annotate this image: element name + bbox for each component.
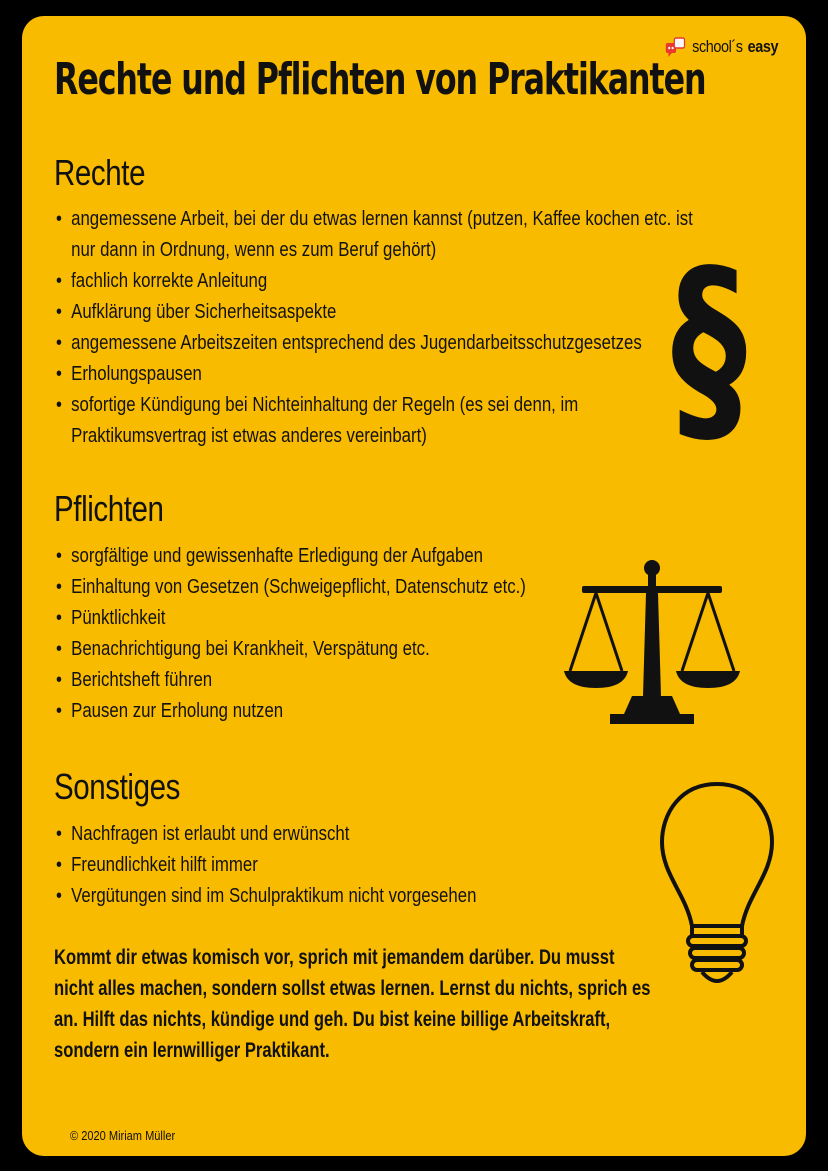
paragraph-sign-icon [644, 225, 774, 470]
list-rechte [56, 204, 694, 452]
list-item: • Berichtsheft führen [56, 665, 627, 696]
list-item: • Nachfragen ist erlaubt und erwünscht [56, 819, 627, 850]
list-item: • fachlich korrekte Anleitung [56, 266, 694, 297]
list-pflichten [56, 541, 627, 727]
list-item: • Aufklärung über Sicherheitsaspekte [56, 297, 694, 328]
copyright-notice: © 2020 Miriam Müller [70, 1128, 176, 1143]
brand-name-easy: easy [747, 37, 778, 56]
heading-rechte: Rechte [54, 152, 146, 193]
list-item: • Benachrichtigung bei Krankheit, Verspätung etc. [56, 634, 627, 665]
brand-name-school: school´s [692, 37, 743, 56]
page-title: Rechte und Pflichten von Praktikanten [54, 54, 706, 105]
heading-pflichten: Pflichten [54, 488, 164, 529]
list-item: • sorgfältige und gewissenhafte Erledigung der Aufgaben [56, 541, 627, 572]
list-item: • Einhaltung von Gesetzen (Schweigepflicht, Datenschutz etc.) [56, 572, 627, 603]
closing-paragraph: Kommt dir etwas komisch vor, sprich mit jemandem darüber. Du musst nicht alles machen, sondern sollst etwas lernen. Lernst du nichts, sprich es an. Hilft das nichts, kündige und geh. Du bist keine billige Arbeitskraft, sondern ein lernwilliger Praktikant. [54, 946, 651, 1062]
list-item: • Vergütungen sind im Schulpraktikum nicht vorgesehen [56, 881, 627, 912]
list-item: • sofortige Kündigung bei Nichteinhaltung der Regeln (es sei denn, im Praktikumsvertrag ist etwas anderes vereinbart) [56, 390, 694, 452]
list-item: • Pausen zur Erholung nutzen [56, 696, 627, 727]
light-bulb-icon [652, 776, 782, 996]
list-item: • angemessene Arbeitszeiten entsprechend des Jugendarbeitsschutzgesetzes [56, 328, 694, 359]
list-item: • Pünktlichkeit [56, 603, 627, 634]
list-item: • angemessene Arbeit, bei der du etwas lernen kannst (putzen, Kaffee kochen etc. ist nur dann in Ordnung, wenn es zum Beruf gehört) [56, 204, 694, 266]
list-sonstiges [56, 819, 627, 912]
list-item: • Erholungspausen [56, 359, 694, 390]
scales-of-justice-icon [562, 556, 742, 731]
paragraph-glyph: § [671, 225, 747, 470]
list-item: • Freundlichkeit hilft immer [56, 850, 627, 881]
heading-sonstiges: Sonstiges [54, 766, 180, 807]
info-card [22, 16, 806, 1156]
